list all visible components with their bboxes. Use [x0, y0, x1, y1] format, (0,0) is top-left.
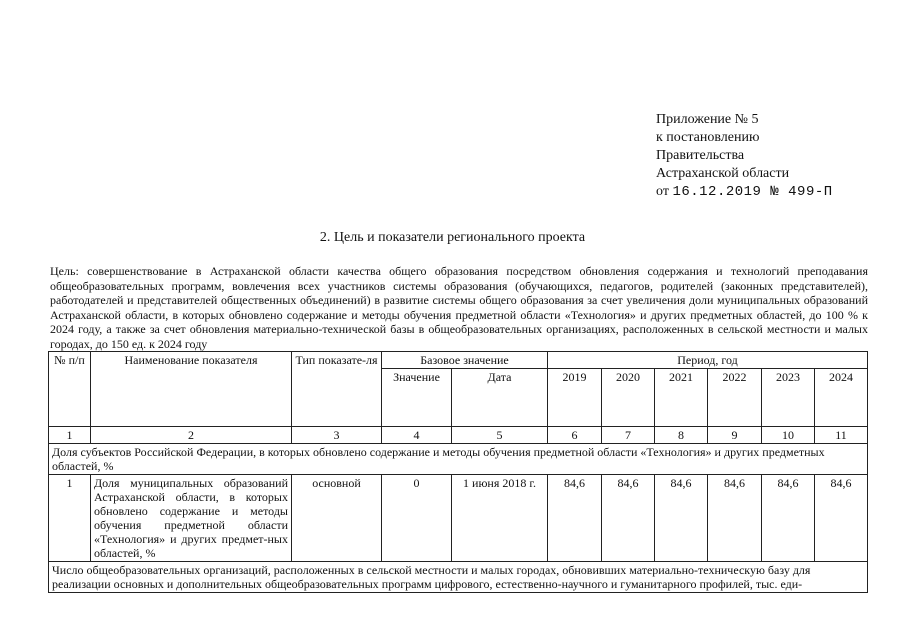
row-type: основной: [292, 475, 382, 562]
header-num: № п/п: [49, 352, 91, 427]
appendix-block: [656, 111, 833, 201]
goal-paragraph: Цель: совершенствование в Астраханской области качества общего образования посредством обновления содержания и технологий преподавания общеобразовательных программ, вовлечения всех участников системы образования (обучающихся, педагогов, родителей (законных представителей), работодателей и представителей общественных объединений) в развитие системы общего образования за счет увеличения доли муниципальных образований Астраханской области, в которых обновлено содержание и методы обучения предметной области «Технология» и других предметных областей, до 100 % к 2024 году, а также за счет обновления материально-технической базы в общеобразовательных организациях, расположенных в сельской местности и малых городах, до 150 ед. к 2024 году: [50, 264, 868, 351]
header-year: 2024: [815, 369, 868, 427]
header-date: Дата: [452, 369, 548, 427]
col-number: 6: [548, 427, 602, 444]
column-number-row: [49, 427, 868, 444]
row-year-value: 84,6: [655, 475, 708, 562]
row-year-value: 84,6: [815, 475, 868, 562]
header-name: Наименование показателя: [91, 352, 292, 427]
header-year: 2021: [655, 369, 708, 427]
row-year-value: 84,6: [602, 475, 655, 562]
group-title: Число общеобразовательных организаций, расположенных в сельской местности и малых городах, обновивших материально-техническую базу для реализации основных и дополнительных общеобразовательных программ цифрового, естественно-научного и гуманитарного профилей, тыс. еди-: [49, 562, 868, 593]
section-title: 2. Цель и показатели регионального проекта: [319, 230, 586, 245]
appendix-line: Правительства: [656, 148, 745, 163]
row-year-value: 84,6: [548, 475, 602, 562]
col-number: 9: [708, 427, 762, 444]
header-base: Базовое значение: [382, 352, 548, 369]
header-type: Тип показате-ля: [292, 352, 382, 427]
col-number: 1: [49, 427, 91, 444]
header-period: Период, год: [548, 352, 868, 369]
col-number: 4: [382, 427, 452, 444]
row-name: Доля муниципальных образований Астраханской области, в которых обновлено содержание и методы обучения предметной области «Технология» и других предмет-ных областей, %: [91, 475, 292, 562]
appendix-date-line: [656, 183, 833, 201]
col-number: 5: [452, 427, 548, 444]
group-row: [49, 444, 868, 475]
group-title: Доля субъектов Российской Федерации, в которых обновлено содержание и методы обучения предметной области «Технология» и других предметных областей, %: [49, 444, 868, 475]
header-year: 2023: [762, 369, 815, 427]
row-year-value: 84,6: [762, 475, 815, 562]
col-number: 2: [91, 427, 292, 444]
appendix-line: к постановлению: [656, 130, 760, 145]
appendix-line: Астраханской области: [656, 166, 790, 181]
header-year: 2022: [708, 369, 762, 427]
col-number: 10: [762, 427, 815, 444]
row-base-value: 0: [382, 475, 452, 562]
row-base-date: 1 июня 2018 г.: [452, 475, 548, 562]
col-number: 8: [655, 427, 708, 444]
row-year-value: 84,6: [708, 475, 762, 562]
header-year: 2019: [548, 369, 602, 427]
table-row: [49, 475, 868, 562]
col-number: 7: [602, 427, 655, 444]
appendix-title: Приложение № 5: [656, 112, 759, 127]
header-year: 2020: [602, 369, 655, 427]
group-row: [49, 562, 868, 593]
header-value: Значение: [382, 369, 452, 427]
date-prefix: от: [656, 184, 669, 199]
col-number: 11: [815, 427, 868, 444]
row-num: 1: [49, 475, 91, 562]
date-stamp: 16.12.2019 № 499-П: [672, 184, 833, 200]
indicators-table: [48, 351, 868, 593]
col-number: 3: [292, 427, 382, 444]
